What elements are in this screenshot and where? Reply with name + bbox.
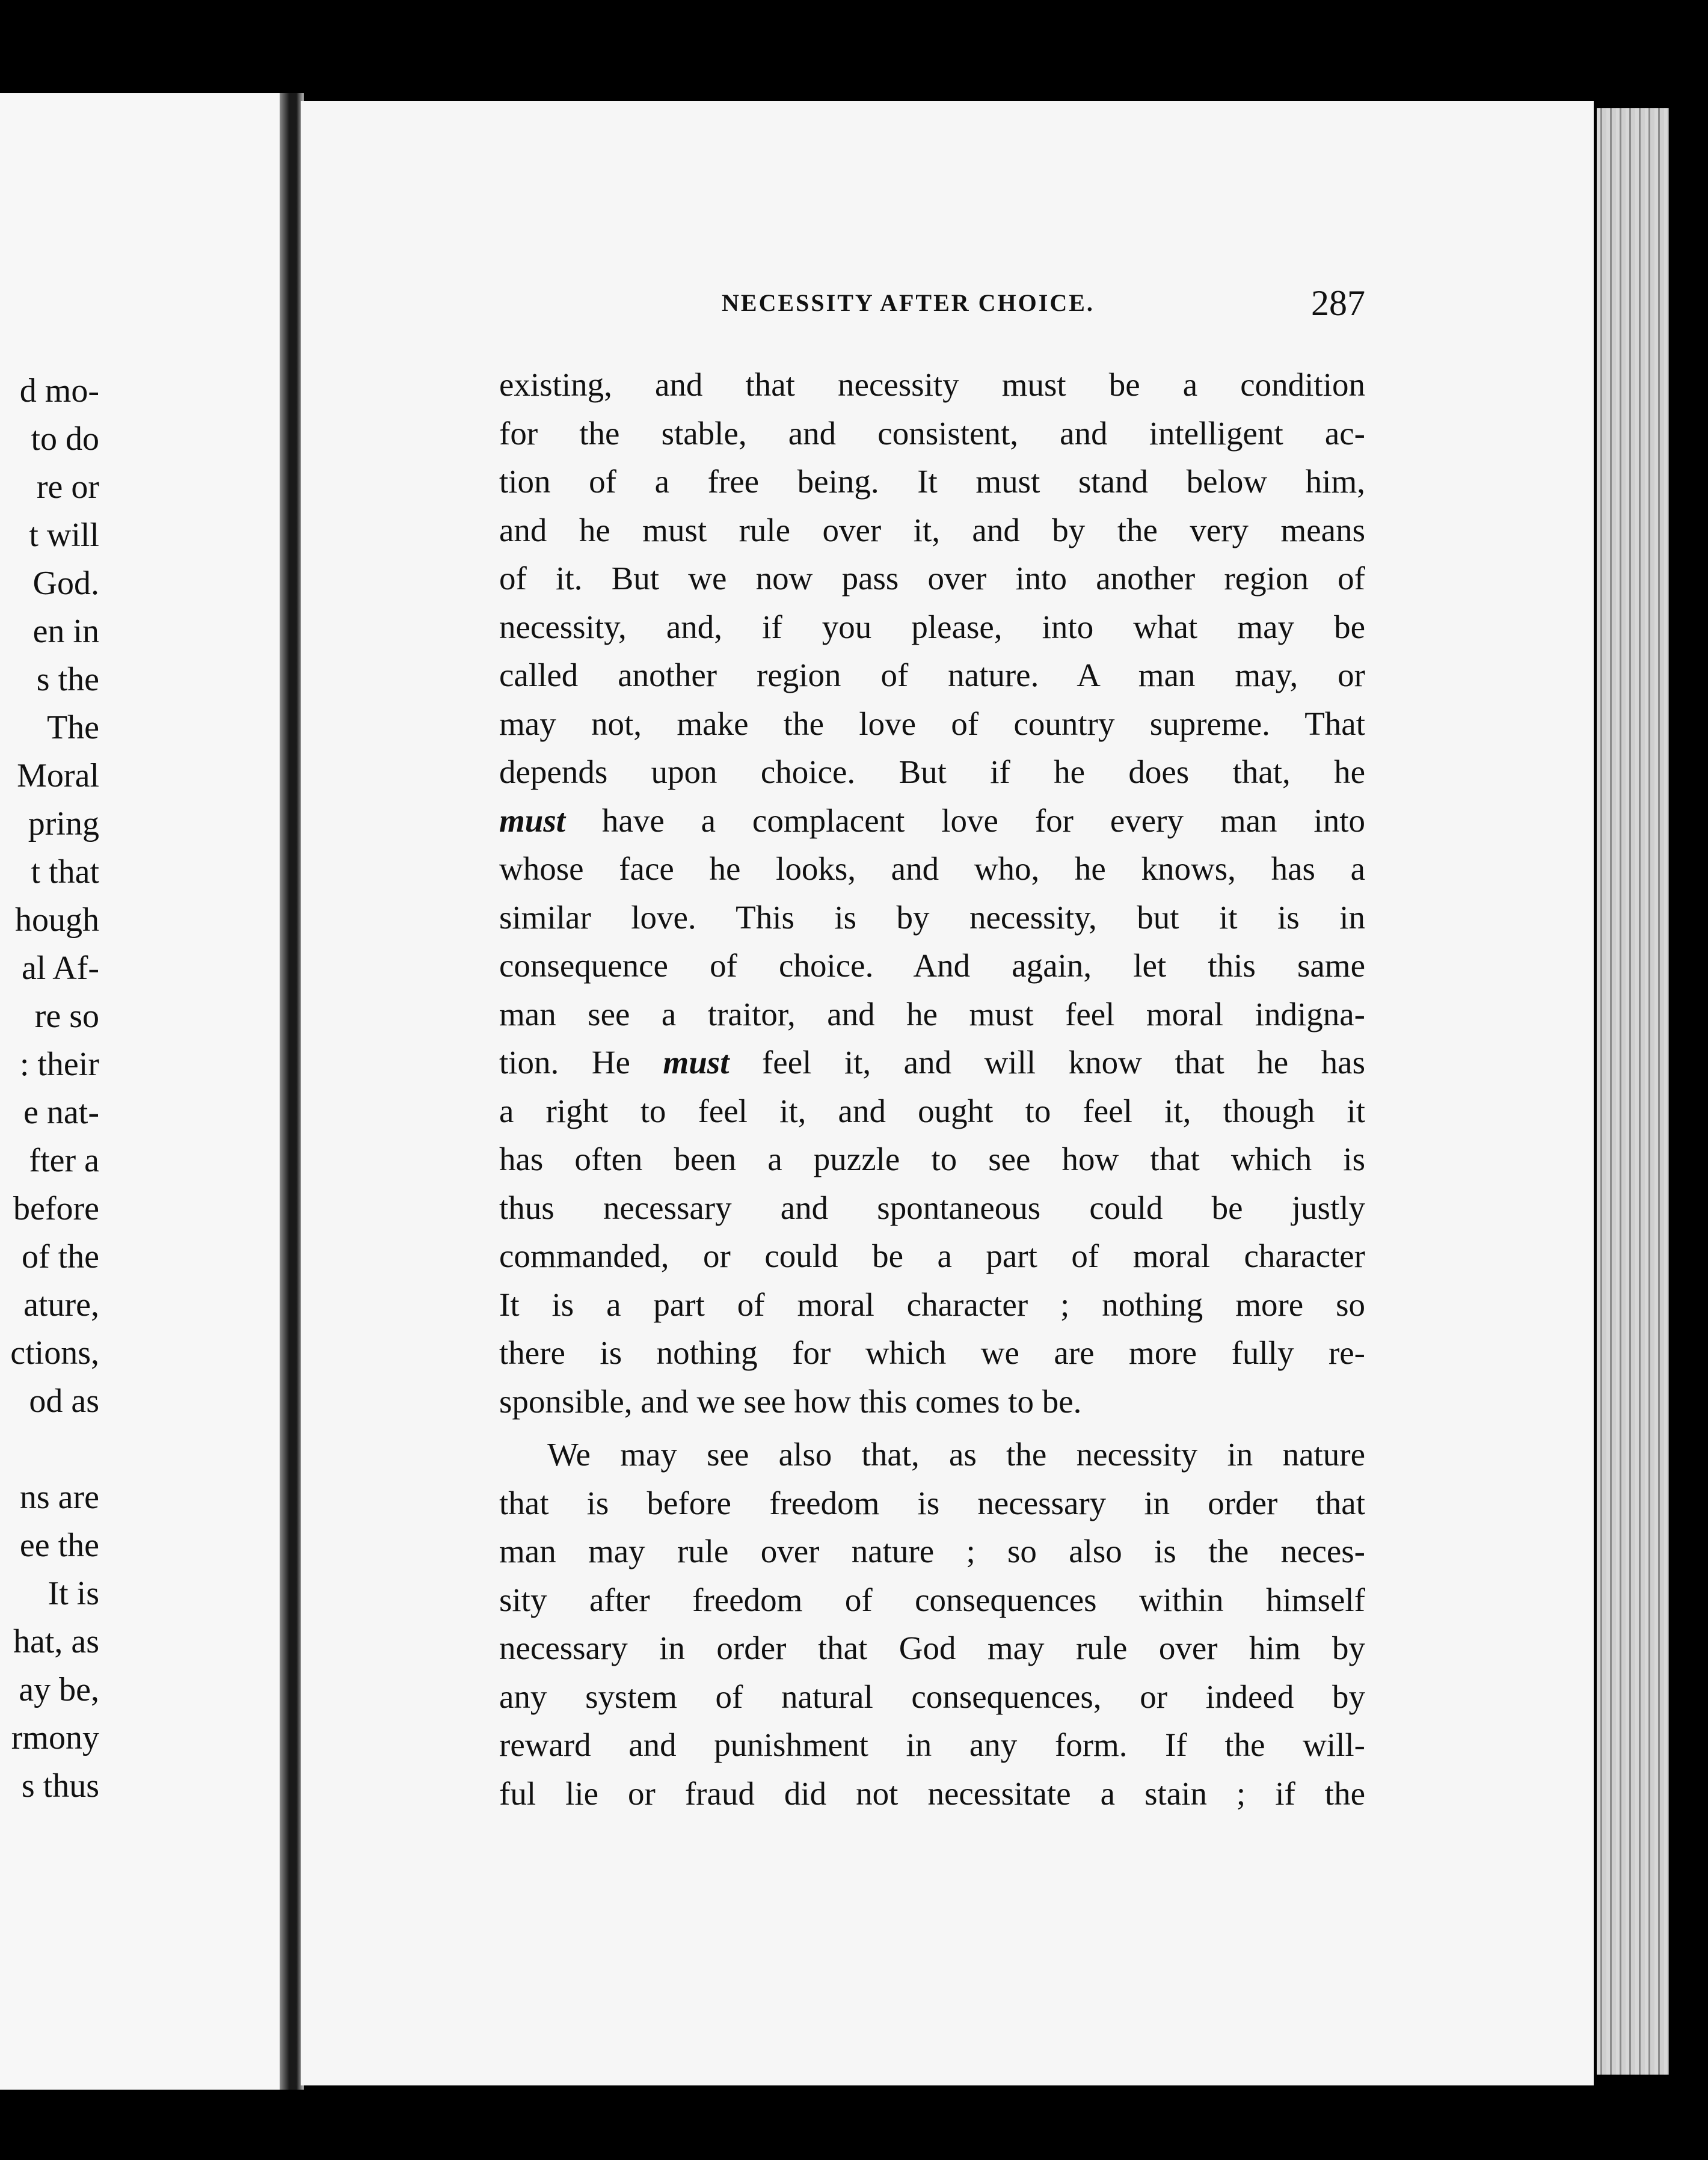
left-line: e nat- — [23, 1094, 99, 1131]
text-line: and he must rule over it, and by the very means — [499, 511, 1365, 548]
text-line: consequence of choice. And again, let this same — [499, 947, 1365, 984]
line-start: tion. He — [499, 1044, 663, 1081]
left-line: rmony — [11, 1719, 99, 1757]
text-line: may not, make the love of country supreme. That — [499, 705, 1365, 742]
text-line: We may see also that, as the necessity in nature — [547, 1436, 1365, 1473]
line-rest: feel it, and will know that he has — [729, 1044, 1365, 1081]
page-header — [722, 283, 1365, 325]
text-line: there is nothing for which we are more fully re- — [499, 1334, 1365, 1371]
left-line: ns are — [19, 1479, 99, 1516]
left-line: of the — [21, 1238, 99, 1275]
text-line: whose face he looks, and who, he knows, has a — [499, 850, 1365, 887]
left-line: It is — [48, 1575, 99, 1612]
emphasis-must: must — [499, 802, 566, 839]
text-line: that is before freedom is necessary in order that — [499, 1484, 1365, 1521]
left-line: hat, as — [13, 1623, 99, 1660]
left-line: d mo- — [19, 372, 99, 410]
text-line: necessity, and, if you please, into what may be — [499, 608, 1365, 645]
text-line: existing, and that necessity must be a condition — [499, 366, 1365, 403]
left-line: re so — [34, 998, 99, 1035]
left-line: before — [13, 1190, 99, 1227]
text-line: of it. But we now pass over into another region of — [499, 560, 1365, 597]
left-line-gap — [0, 1425, 99, 1473]
text-line: any system of natural consequences, or indeed by — [499, 1678, 1365, 1715]
text-line: has often been a puzzle to see how that which is — [499, 1141, 1365, 1177]
text-line: called another region of nature. A man may, or — [499, 657, 1365, 693]
text-line: similar love. This is by necessity, but it is in — [499, 898, 1365, 936]
text-line — [499, 797, 1365, 845]
left-line: ature, — [23, 1286, 99, 1324]
text-line: man may rule over nature ; so also is the neces- — [499, 1533, 1365, 1569]
left-line: The — [46, 709, 99, 746]
text-line: It is a part of moral character ; nothing more so — [499, 1286, 1365, 1323]
left-line: s thus — [21, 1767, 99, 1805]
left-line: od as — [29, 1382, 99, 1420]
left-line: al Af- — [21, 950, 99, 987]
text-line: ful lie or fraud did not necessitate a stain ; if the — [499, 1775, 1365, 1812]
text-line: a right to feel it, and ought to feel it, though it — [499, 1092, 1365, 1129]
text-line — [499, 1039, 1365, 1087]
paragraph-2 — [499, 1431, 1365, 1818]
text-line: sity after freedom of consequences within himself — [499, 1581, 1365, 1618]
text-line: necessary in order that God may rule over him by — [499, 1630, 1365, 1666]
line-rest: have a complacent love for every man into — [565, 802, 1365, 839]
emphasis-must: must — [663, 1044, 730, 1081]
left-line: en in — [32, 613, 99, 650]
text-line: commanded, or could be a part of moral character — [499, 1238, 1365, 1274]
left-line: fter a — [29, 1142, 99, 1179]
text-line: sponsible, and we see how this comes to be. — [499, 1382, 1082, 1420]
left-line: to do — [31, 420, 99, 458]
left-line: re or — [36, 468, 99, 506]
left-line: ee the — [19, 1527, 99, 1564]
left-page-text — [0, 367, 99, 1810]
page-number: 287 — [1311, 283, 1365, 323]
text-line: reward and punishment in any form. If the will- — [499, 1726, 1365, 1763]
text-line: tion of a free being. It must stand below him, — [499, 463, 1365, 500]
left-line: pring — [28, 805, 99, 842]
text-line: for the stable, and consistent, and intelligent ac- — [499, 414, 1365, 452]
running-head: NECESSITY AFTER CHOICE. — [722, 289, 1095, 316]
left-line: s the — [36, 661, 99, 698]
book-gutter — [280, 93, 304, 2090]
left-line: ctions, — [10, 1334, 99, 1372]
paragraph-1 — [499, 361, 1365, 1426]
paragraph-gap — [499, 1426, 1365, 1431]
left-line: t will — [29, 517, 99, 554]
body-text — [499, 361, 1365, 1818]
left-line: hough — [15, 901, 99, 939]
text-line: thus necessary and spontaneous could be justly — [499, 1189, 1365, 1226]
left-line: God. — [32, 565, 99, 602]
text-line: man see a traitor, and he must feel moral indigna- — [499, 995, 1365, 1032]
page-edges — [1597, 108, 1669, 2075]
left-line: ay be, — [19, 1671, 99, 1708]
left-line: Moral — [17, 757, 99, 794]
left-line: t that — [31, 853, 99, 891]
text-line: depends upon choice. But if he does that, he — [499, 753, 1365, 790]
left-line: : their — [19, 1046, 99, 1083]
